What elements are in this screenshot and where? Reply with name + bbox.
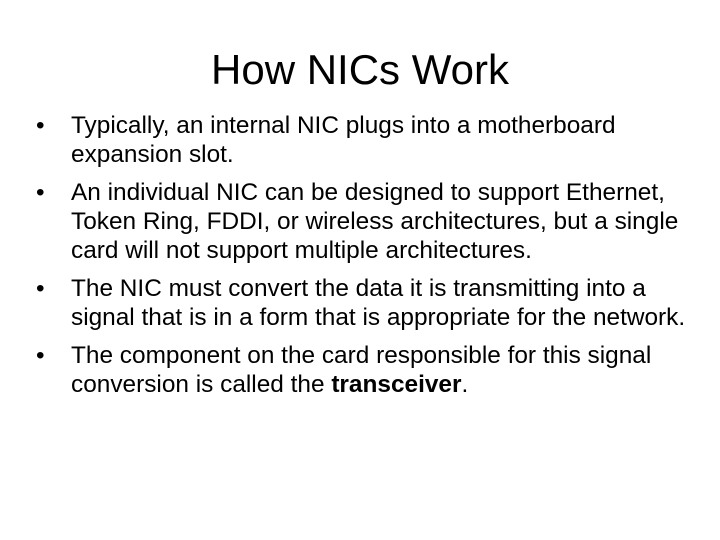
bullet-marker: • bbox=[36, 275, 45, 302]
bullet-marker: • bbox=[36, 179, 45, 206]
bullet-text-after: . bbox=[461, 371, 469, 398]
slide-title: How NICs Work bbox=[211, 46, 509, 93]
bullet-item bbox=[36, 274, 686, 332]
bullet-item bbox=[36, 111, 686, 169]
bullet-item bbox=[36, 178, 686, 265]
bullet-text: The NIC must convert the data it is transmitting into a signal that is in a form that is appropriate for the network. bbox=[71, 275, 686, 331]
bullet-text-bold: transceiver bbox=[331, 371, 462, 398]
bullet-text: Typically, an internal NIC plugs into a motherboard expansion slot. bbox=[71, 112, 616, 168]
bullet-text-before: The component on the card responsible for this signal conversion is called the bbox=[71, 342, 652, 398]
bullet-text: An individual NIC can be designed to support Ethernet, Token Ring, FDDI, or wireless architectures, but a single card will not support multiple architectures. bbox=[71, 179, 679, 264]
bullet-list bbox=[36, 111, 686, 408]
bullet-marker: • bbox=[36, 342, 45, 369]
bullet-marker: • bbox=[36, 112, 45, 139]
bullet-item bbox=[36, 341, 686, 399]
